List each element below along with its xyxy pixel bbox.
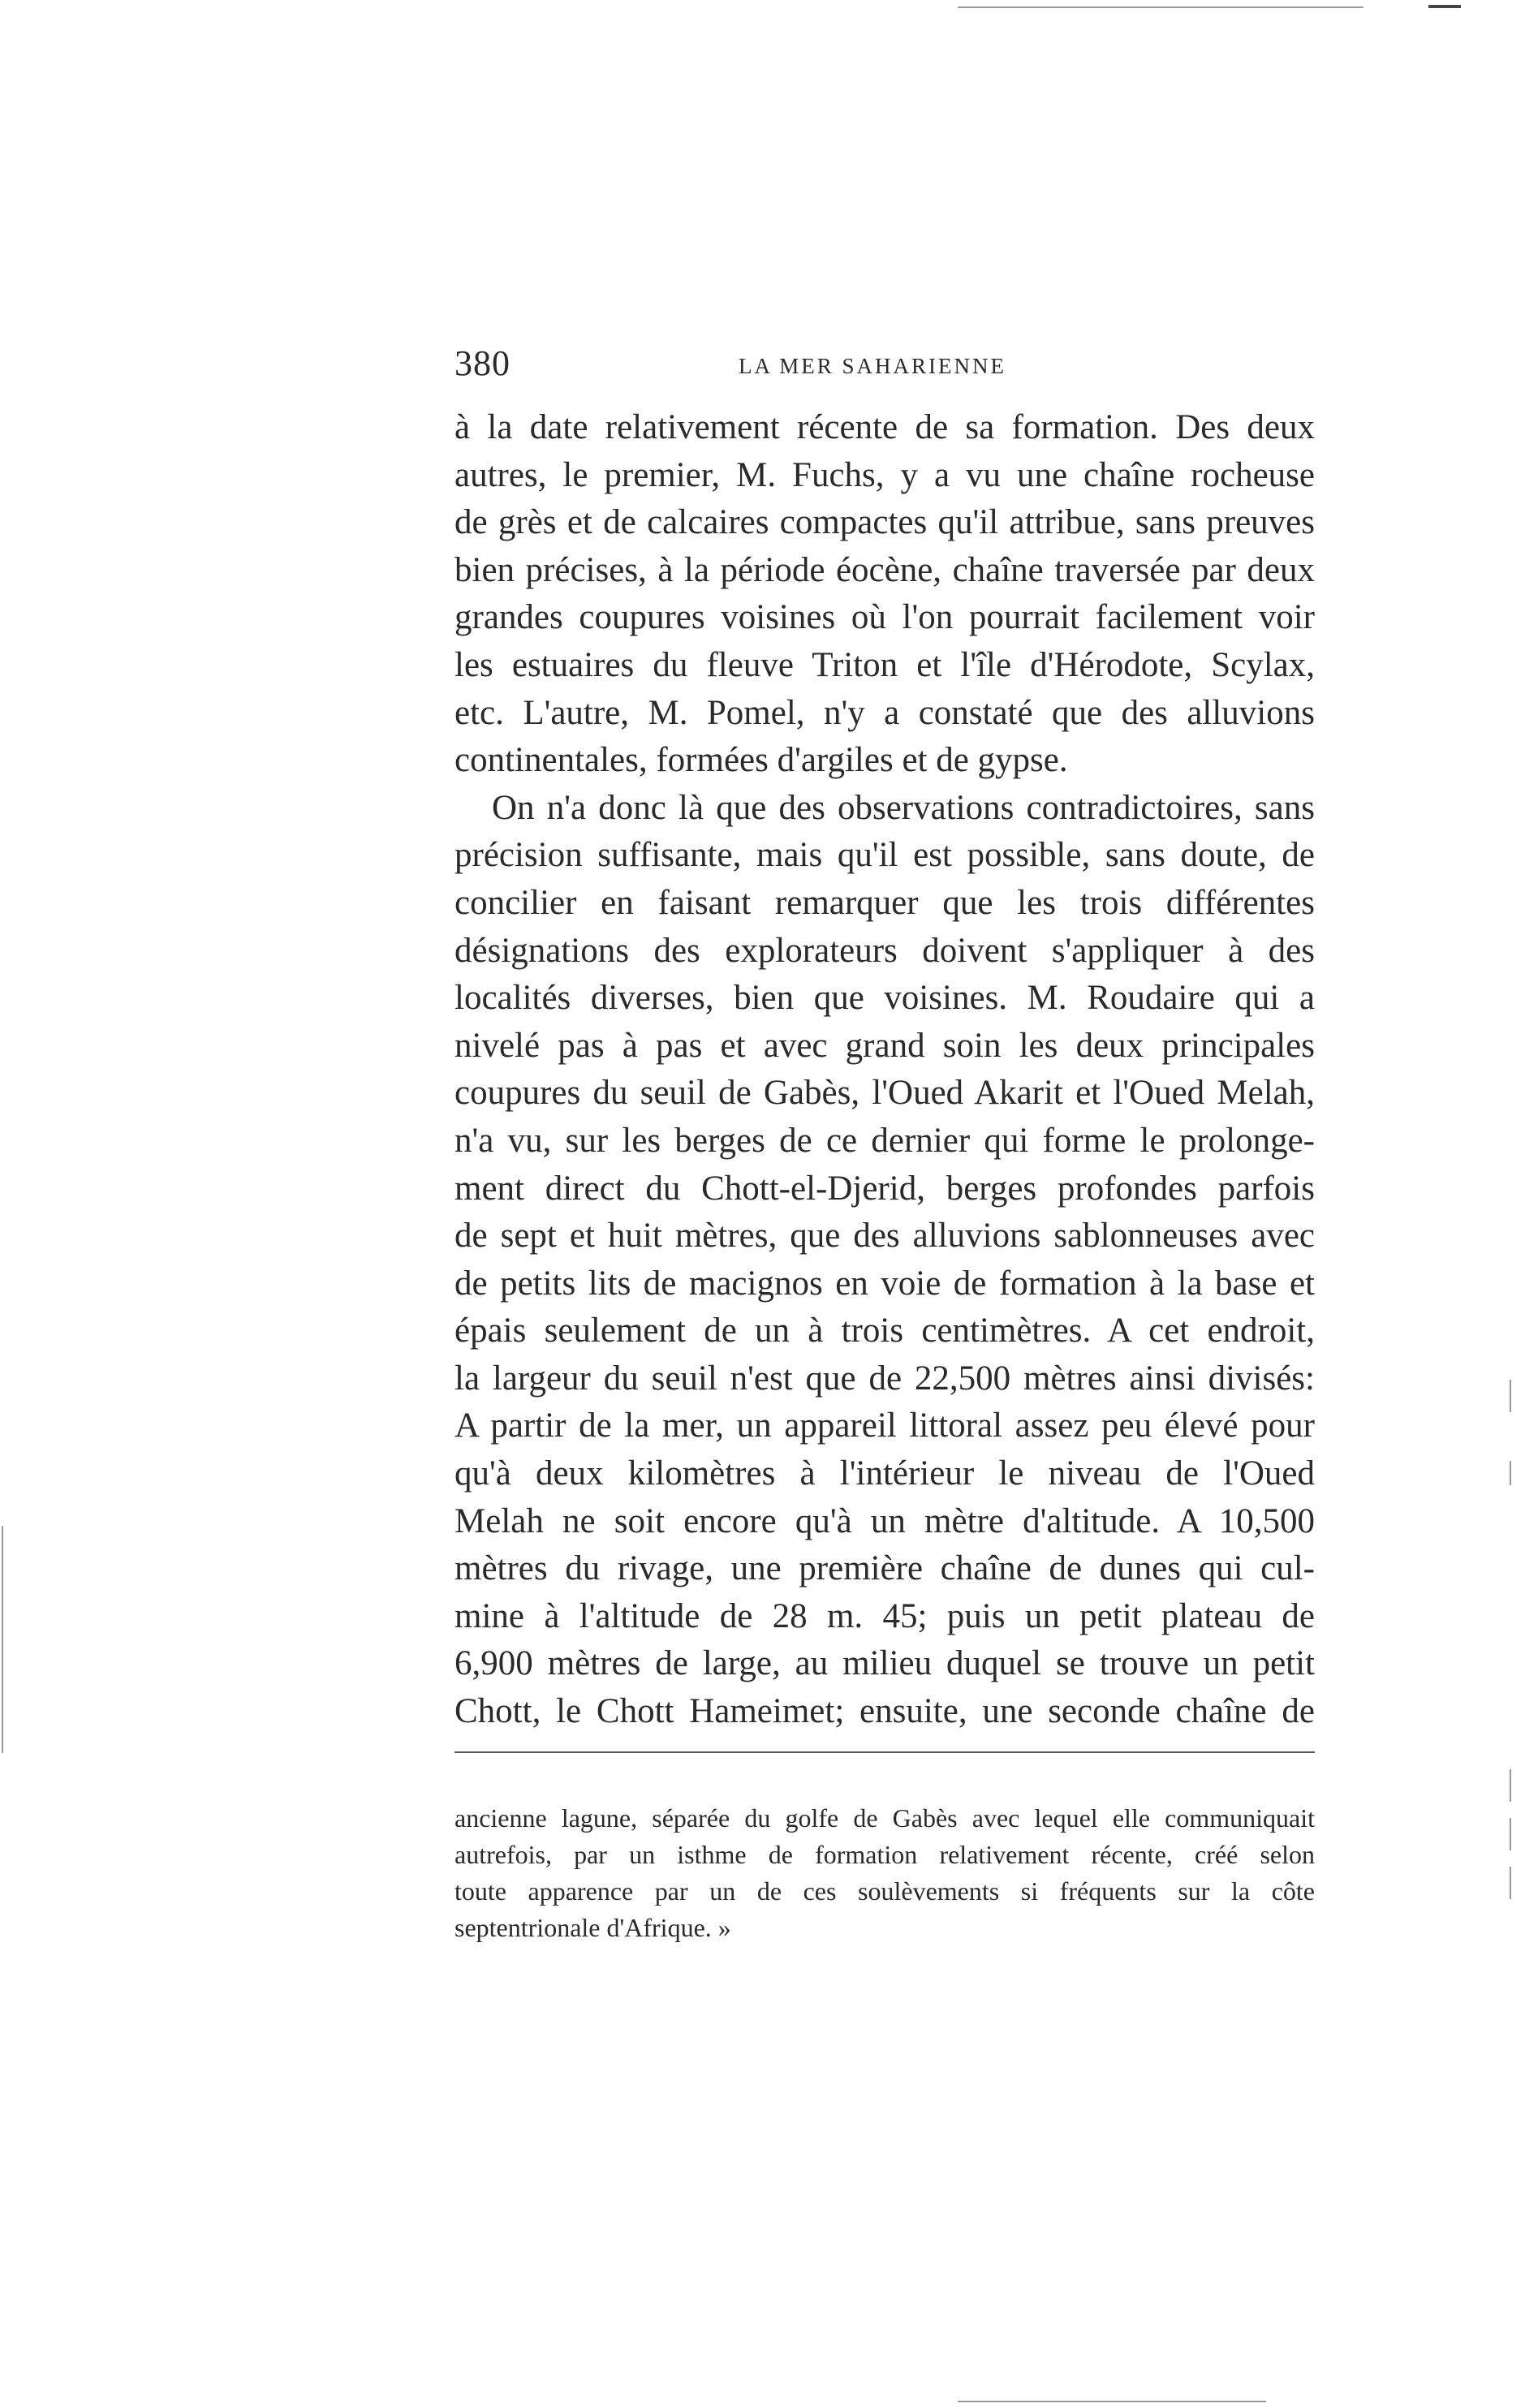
text-line: coupures du seuil de Gabès, l'Oued Akarit et l'Oued Melah, bbox=[454, 1074, 1315, 1113]
text-line: la largeur du seuil n'est que de 22,500 mètres ainsi divisés: bbox=[454, 1359, 1315, 1398]
scan-artifact-right-2 bbox=[1510, 1461, 1511, 1485]
scan-artifact-right-1 bbox=[1510, 1380, 1511, 1412]
text-line: à la date relativement récente de sa formation. Des deux bbox=[454, 408, 1315, 446]
text-line: Chott, le Chott Hameimet; ensuite, une seconde chaîne de bbox=[454, 1692, 1315, 1731]
text-line: bien précises, à la période éocène, chaîne traversée par deux bbox=[454, 550, 1315, 589]
footnote bbox=[454, 1800, 1315, 1946]
paragraph-start-line: On n'a donc là que des observations contradictoires, sans bbox=[492, 788, 1315, 827]
footnote-line: septentrionale d'Afrique. » bbox=[454, 1913, 731, 1942]
body-text bbox=[454, 404, 1315, 1736]
text-line: ment direct du Chott-el-Djerid, berges profondes parfois bbox=[454, 1169, 1315, 1208]
text-line: qu'à deux kilomètres à l'intérieur le niveau de l'Oued bbox=[454, 1454, 1315, 1493]
text-line: A partir de la mer, un appareil littoral assez peu élevé pour bbox=[454, 1406, 1315, 1445]
text-line: désignations des explorateurs doivent s'appliquer à des bbox=[454, 931, 1315, 970]
scan-artifact-top-right bbox=[1428, 5, 1461, 8]
text-line: n'a vu, sur les berges de ce dernier qui forme le prolonge- bbox=[454, 1121, 1315, 1160]
text-line: mine à l'altitude de 28 m. 45; puis un petit plateau de bbox=[454, 1596, 1315, 1635]
footnote-line: toute apparence par un de ces soulèvements si fréquents sur la côte bbox=[454, 1876, 1315, 1906]
footnote-line: ancienne lagune, séparée du golfe de Gabès avec lequel elle communiquait bbox=[454, 1803, 1315, 1833]
text-line: autres, le premier, M. Fuchs, y a vu une chaîne rocheuse bbox=[454, 455, 1315, 494]
text-line: de petits lits de macignos en voie de formation à la base et bbox=[454, 1264, 1315, 1303]
text-line: de grès et de calcaires compactes qu'il attribue, sans preuves bbox=[454, 503, 1315, 542]
scan-artifact-left bbox=[2, 1526, 3, 1753]
scan-artifact-right-4 bbox=[1510, 1818, 1511, 1850]
text-line: nivelé pas à pas et avec grand soin les deux principales bbox=[454, 1026, 1315, 1065]
footnote-line: autrefois, par un isthme de formation relativement récente, créé selon bbox=[454, 1840, 1315, 1869]
scan-artifact-right-3 bbox=[1510, 1769, 1511, 1802]
text-line: Melah ne soit encore qu'à un mètre d'altitude. A 10,500 bbox=[454, 1501, 1315, 1540]
page-header bbox=[454, 342, 1315, 391]
scan-artifact-bottom bbox=[958, 2401, 1266, 2402]
text-line: etc. L'autre, M. Pomel, n'y a constaté que des alluvions bbox=[454, 693, 1315, 732]
text-line: de sept et huit mètres, que des alluvions sablonneuses avec bbox=[454, 1217, 1315, 1256]
text-line: continentales, formées d'argiles et de gypse. bbox=[454, 741, 1068, 780]
text-line: grandes coupures voisines où l'on pourrait facilement voir bbox=[454, 598, 1315, 637]
text-line: épais seulement de un à trois centimètres. A cet endroit, bbox=[454, 1312, 1315, 1350]
text-line: mètres du rivage, une première chaîne de dunes qui cul- bbox=[454, 1549, 1315, 1588]
running-title: LA MER SAHARIENNE bbox=[739, 354, 1007, 378]
page-number: 380 bbox=[454, 343, 510, 383]
scan-artifact-right-5 bbox=[1510, 1867, 1511, 1899]
text-line: les estuaires du fleuve Triton et l'île d'Hérodote, Scylax, bbox=[454, 645, 1315, 684]
text-line: localités diverses, bien que voisines. M. Roudaire qui a bbox=[454, 979, 1315, 1018]
text-line: concilier en faisant remarquer que les trois différentes bbox=[454, 883, 1315, 922]
footnote-divider bbox=[454, 1751, 1315, 1753]
text-line: 6,900 mètres de large, au milieu duquel se trouve un petit bbox=[454, 1644, 1315, 1683]
scan-artifact-top bbox=[958, 6, 1363, 8]
text-line: précision suffisante, mais qu'il est possible, sans doute, de bbox=[454, 836, 1315, 875]
